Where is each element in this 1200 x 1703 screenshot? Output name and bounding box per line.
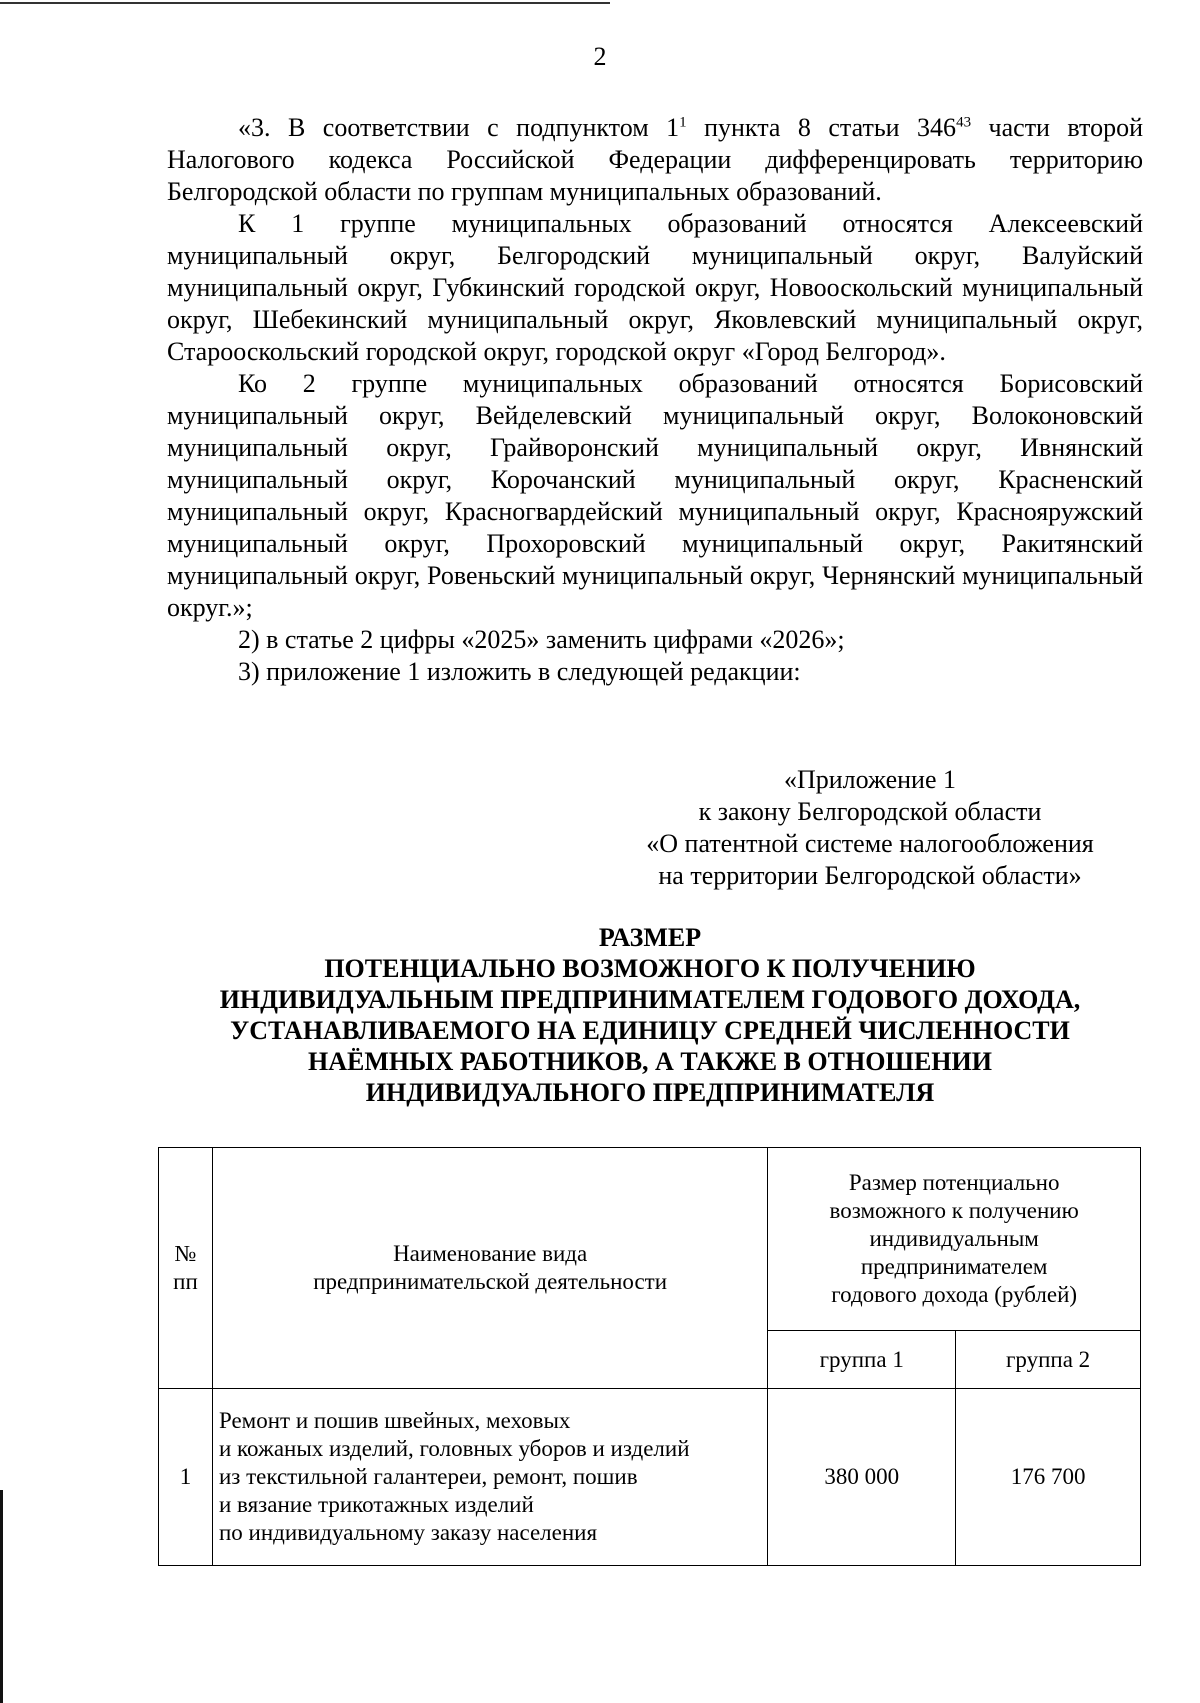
title-line-3: ИНДИВИДУАЛЬНЫМ ПРЕДПРИНИМАТЕЛЕМ ГОДОВОГО ДОХОДА, <box>219 985 1081 1014</box>
row-group-2-value: 176 700 <box>956 1389 1141 1566</box>
document-title <box>150 922 1150 1108</box>
row-group-1-value: 380 000 <box>768 1389 956 1566</box>
appendix-line-1: «Приложение 1 <box>783 765 957 794</box>
header-group-2: группа 2 <box>956 1331 1141 1389</box>
appendix-line-2: к закону Белгородской области <box>698 797 1042 826</box>
header-activity-name: Наименование вида предпринимательской деятельности <box>212 1148 767 1389</box>
header-group-1: группа 1 <box>768 1331 956 1389</box>
table-header-row <box>159 1148 1141 1331</box>
title-line-5: НАЁМНЫХ РАБОТНИКОВ, А ТАКЖЕ В ОТНОШЕНИИ <box>308 1047 992 1076</box>
paragraph-group-2: Ко 2 группе муниципальных образований относятся Борисовский муниципальный округ, Вейделевский муниципальный округ, Волоконовский муниципальный округ, Грайворонский муниципальный округ, Ивнянский муниципальный округ, Корочанский муниципальный округ, Красненский муниципальный округ, Красногвардейский муниципальный округ, Краснояружский муниципальный округ, Прохоровский муниципальный округ, Ракитянский муниципальный округ, Ровеньский муниципальный округ, Чернянский муниципальный округ.»; <box>167 369 1143 622</box>
paragraph-item-3: 3) приложение 1 изложить в следующей редакции: <box>238 657 801 686</box>
paragraph-group-1: К 1 группе муниципальных образований относятся Алексеевский муниципальный округ, Белгородский муниципальный округ, Валуйский муниципальный округ, Губкинский городской округ, Новооскольский муниципальный округ, Шебекинский муниципальный округ, Яковлевский муниципальный округ, Старооскольский городской округ, городской округ «Город Белгород». <box>167 209 1143 366</box>
appendix-heading <box>600 764 1140 892</box>
scan-top-rule <box>0 2 610 4</box>
title-line-6: ИНДИВИДУАЛЬНОГО ПРЕДПРИНИМАТЕЛЯ <box>365 1078 935 1107</box>
header-income-size: Размер потенциально возможного к получению индивидуальным предпринимателем годового дохода (рублей) <box>768 1148 1141 1331</box>
paragraph-item-2: 2) в статье 2 цифры «2025» заменить цифрами «2026»; <box>238 625 845 654</box>
paragraph-3-intro: «3. В соответствии с подпунктом $1^1$ пункта 8 статьи $346^{43}$ части второй Налогового кодекса Российской Федерации дифференцировать территорию Белгородской области по группам муниципальных образований. <box>167 113 1143 206</box>
appendix-line-4: на территории Белгородской области» <box>658 861 1082 890</box>
row-activity-name: Ремонт и пошив швейных, меховых и кожаных изделий, головных уборов и изделий из текстильной галантереи, ремонт, пошив и вязание трикотажных изделий по индивидуальному заказу населения <box>212 1389 767 1566</box>
header-number: № пп <box>159 1148 213 1389</box>
title-line-4: УСТАНАВЛИВАЕМОГО НА ЕДИНИЦУ СРЕДНЕЙ ЧИСЛЕННОСТИ <box>230 1016 1070 1045</box>
income-table <box>158 1147 1141 1566</box>
superscript-1: 1 <box>679 114 687 131</box>
appendix-line-3: «О патентной системе налогообложения <box>646 829 1094 858</box>
title-line-2: ПОТЕНЦИАЛЬНО ВОЗМОЖНОГО К ПОЛУЧЕНИЮ <box>324 954 976 983</box>
superscript-43: 43 <box>956 114 972 131</box>
title-line-1: РАЗМЕР <box>598 923 702 952</box>
table-row <box>159 1389 1141 1566</box>
law-body-text <box>167 112 1143 688</box>
page-number: 2 <box>593 42 607 71</box>
scan-left-edge-mark <box>0 1490 3 1703</box>
row-number: 1 <box>159 1389 213 1566</box>
